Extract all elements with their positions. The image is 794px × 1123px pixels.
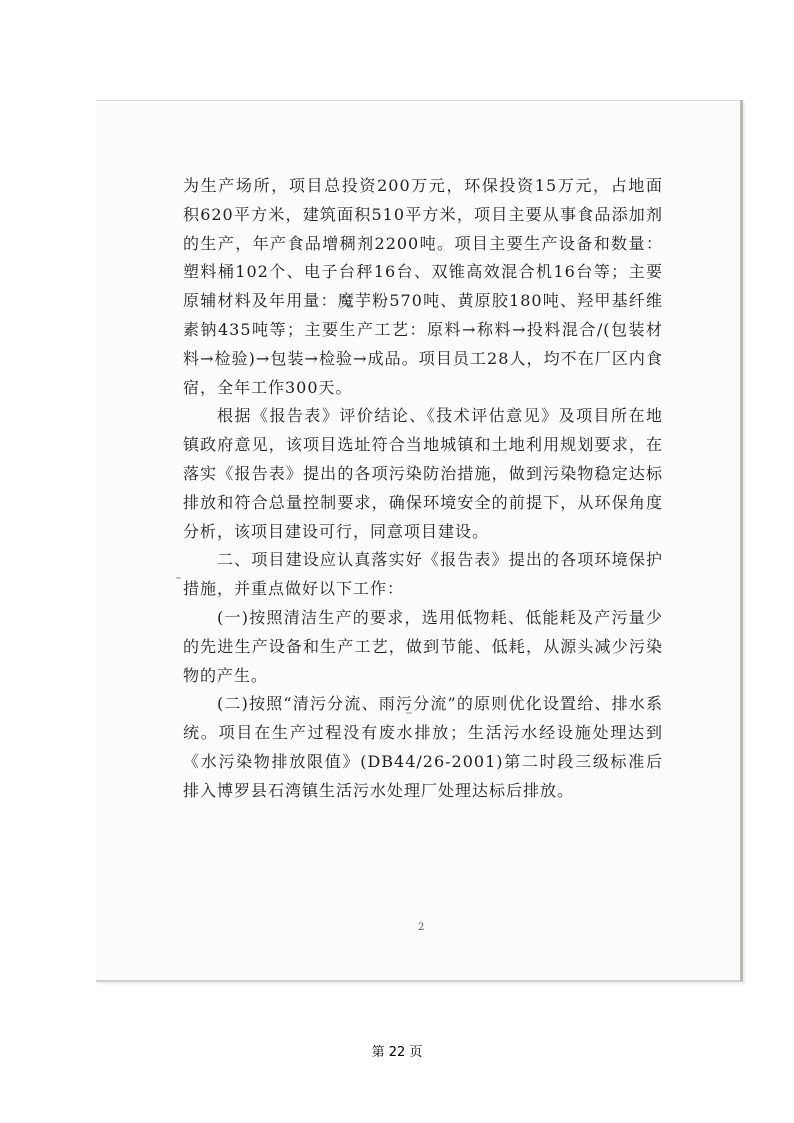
paragraph-conclusion: 根据《报告表》评价结论、《技术评估意见》及项目所在地镇政府意见，该项目选址符合当地城镇和土地利用规划要求，在落实《报告表》提出的各项污染防治措施，做到污染物稳定达标排放和符合总量控制要求，确保环境安全的前提下，从环保角度分析，该项目建设可行，同意项目建设。	[183, 406, 663, 541]
scan-page-number: 2	[418, 922, 425, 933]
paragraph-item-one: (一)按照清洁生产的要求，选用低物耗、低能耗及产污量少的先进生产设备和生产工艺，做到节能、低耗，从源头减少污染物的产生。	[183, 607, 663, 685]
scan-edge	[96, 100, 740, 101]
document-body	[183, 172, 663, 806]
scan-speck	[176, 577, 181, 579]
paragraph-project-overview: 为生产场所，项目总投资200万元，环保投资15万元，占地面积620平方米，建筑面积510平方米，项目主要从事食品添加剂的生产，年产食品增稠剂2200吨。项目主要生产设备和数量：塑料桶102个、电子台秤16台、双锥高效混合机16台等；主要原辅材料及年用量：魔芋粉570吨、黄原胶180吨、羟甲基纤维素钠435吨等；主要生产工艺：原料→称料→投料混合/(包装材料→检验)→包装→检验→成品。项目员工28人，均不在厂区内食宿，全年工作300天。	[183, 176, 663, 397]
paragraph-item-two: (二)按照“清污分流、雨污分流”的原则优化设置给、排水系统。项目在生产过程没有废水排放；生活污水经设施处理达到《水污染物排放限值》(DB44/26-2001)第二时段三级标准后排入博罗县石湾镇生活污水处理厂处理达标后排放。	[183, 694, 663, 800]
scanned-page	[96, 100, 743, 982]
page-footer-label: 第 22 页	[371, 1045, 423, 1060]
paragraph-section-two: 二、项目建设应认真落实好《报告表》提出的各项环境保护措施，并重点做好以下工作：	[183, 550, 663, 599]
